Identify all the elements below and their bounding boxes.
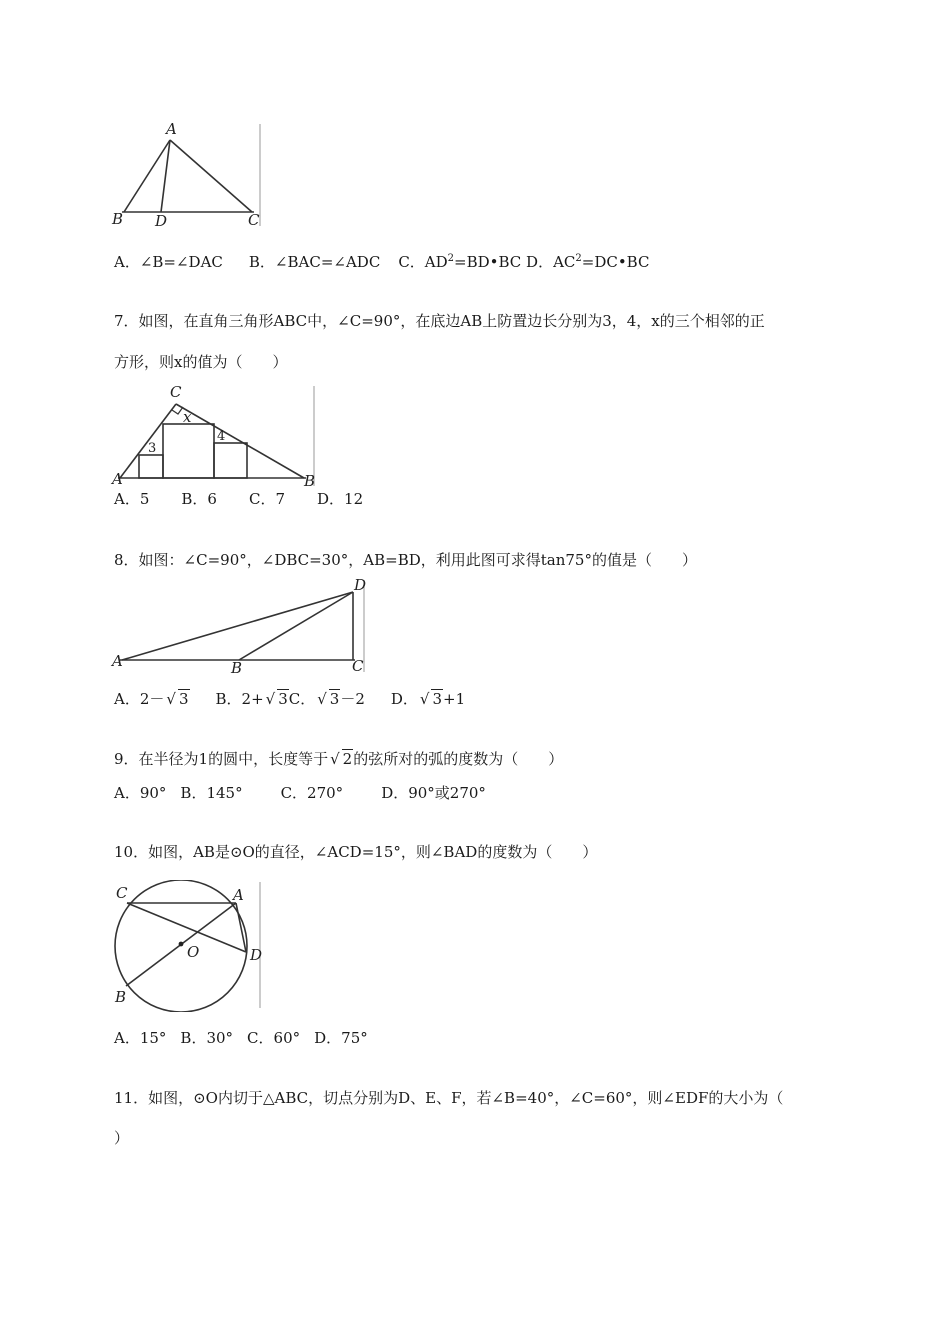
q7-option-d: D．12	[317, 490, 364, 508]
q9-sqrt: √ 2	[330, 750, 353, 768]
q6-options: A．∠B=∠DAC B．∠BAC=∠ADC C．$AD^2=BD•BC$ D．$AC^2=DC•BC$	[114, 253, 650, 271]
q6-option-d: =BD•BC D．AC	[454, 253, 576, 271]
q8-stem: 8．如图：∠C=90°，∠DBC=30°，AB=BD，利用此图可求得tan75°的值是（ ）	[114, 551, 697, 569]
q10-label-a: A	[233, 886, 244, 904]
q6-label-c: C	[248, 211, 260, 229]
q7-option-a: A．5	[114, 490, 150, 508]
q9-option-d: D．90°或270°	[381, 784, 486, 802]
q7-stem-line2: 方形，则x的值为（ ）	[114, 353, 288, 371]
q9-option-c: C．270°	[280, 784, 344, 802]
q9-option-b: B．145°	[180, 784, 243, 802]
q7-label-b: B	[304, 472, 316, 490]
q7-label-x: x	[183, 408, 192, 426]
q6-option-a: A．∠B=∠DAC	[114, 253, 223, 271]
q8-label-a: A	[112, 652, 123, 670]
q10-figure	[108, 880, 268, 1012]
q7-label-4: 4	[217, 429, 226, 444]
q10-label-o: O	[187, 943, 200, 961]
q10-option-b: B．30°	[180, 1029, 234, 1047]
q6-label-d: D	[155, 212, 168, 230]
q8-option-c: C． √ 3－2	[288, 690, 365, 708]
q8-label-b: B	[231, 659, 243, 676]
q10-option-a: A．15°	[114, 1029, 167, 1047]
q8-option-a: A．2－ √ 3	[114, 690, 189, 708]
q7-label-3: 3	[148, 441, 157, 456]
q8-label-c: C	[352, 657, 364, 675]
q9-option-a: A．90°	[114, 784, 167, 802]
q7-figure	[108, 382, 322, 490]
q7-label-c: C	[170, 383, 182, 401]
q11-stem-line1: 11．如图，⊙O内切于△ABC，切点分别为D、E、F，若∠B=40°，∠C=60°，则∠EDF的大小为（	[114, 1089, 784, 1107]
q10-stem: 10．如图，AB是⊙O的直径，∠ACD=15°，则∠BAD的度数为（ ）	[114, 843, 598, 861]
q10-option-c: C．60°	[247, 1029, 301, 1047]
q8-figure	[108, 576, 370, 676]
q8-label-d: D	[354, 576, 367, 594]
q10-label-d: D	[250, 946, 263, 964]
q10-label-c: C	[116, 884, 128, 902]
q11-stem-line2: ）	[114, 1129, 130, 1147]
q9-options	[114, 783, 486, 803]
q7-stem-line1: 7．如图，在直角三角形ABC中，∠C=90°，在底边AB上防置边长分别为3，4，x的三个相邻的正	[114, 312, 765, 330]
q6-option-b: B．∠BAC=∠ADC	[248, 253, 381, 271]
q8-option-d: D． √ 3+1	[390, 690, 466, 708]
q10-label-b: B	[115, 988, 127, 1006]
q8-option-b: B．2+ √ 3	[215, 690, 288, 708]
q10-option-d: D．75°	[314, 1029, 368, 1047]
q10-options	[114, 1028, 368, 1048]
q7-label-a: A	[112, 470, 123, 488]
q7-option-c: C．7	[248, 490, 285, 508]
q6-option-c: C．AD	[398, 253, 448, 271]
q8-options	[114, 689, 465, 709]
q9-stem: 9．在半径为1的圆中，长度等于 √ 2的弦所对的弧的度数为（ ）	[114, 750, 564, 768]
q6-label-a: A	[166, 120, 177, 138]
q7-options	[114, 489, 363, 509]
q6-label-b: B	[112, 210, 124, 228]
q7-option-b: B．6	[181, 490, 217, 508]
q6-figure	[108, 118, 268, 230]
